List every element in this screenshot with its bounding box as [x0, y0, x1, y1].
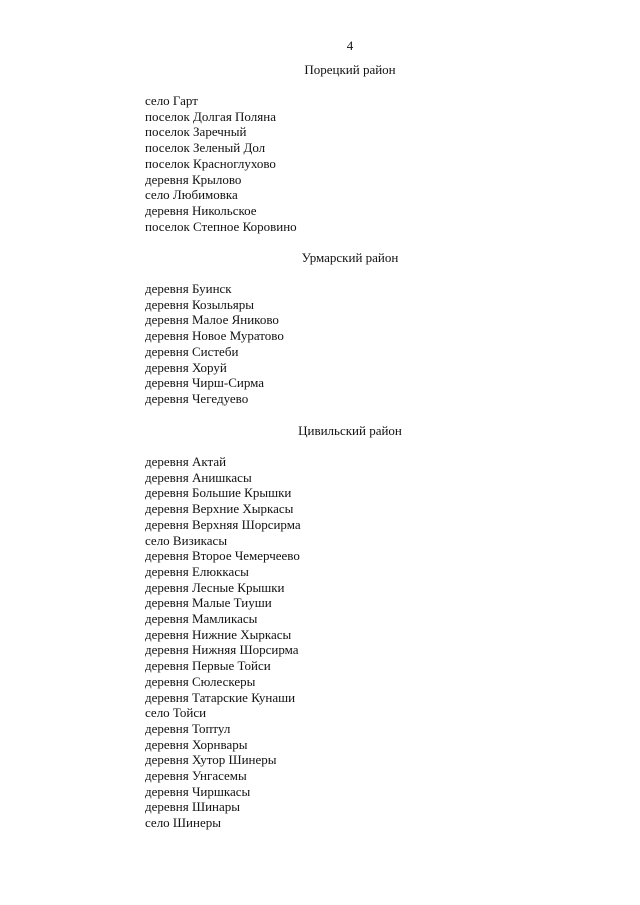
- settlement-item: деревня Шинары: [145, 799, 241, 815]
- settlement-item: деревня Чегедуево: [145, 390, 249, 406]
- settlement-item: деревня Систеби: [145, 343, 239, 359]
- settlement-item: деревня Топтул: [145, 720, 231, 736]
- district-section-tsivilsky: [0, 423, 640, 831]
- settlement-list: [145, 93, 297, 234]
- settlement-item: село Любимовка: [145, 187, 238, 203]
- settlement-item: деревня Елюккасы: [145, 563, 249, 579]
- settlement-item: поселок Долгая Поляна: [145, 108, 276, 124]
- settlement-list: [145, 281, 284, 407]
- settlement-item: деревня Хоруй: [145, 359, 227, 375]
- settlement-item: деревня Буинск: [145, 281, 232, 296]
- settlement-item: село Визикасы: [145, 532, 228, 548]
- settlement-item: деревня Лесные Крышки: [145, 579, 285, 595]
- settlement-item: деревня Нижние Хыркасы: [145, 626, 292, 642]
- settlement-item: село Шинеры: [145, 815, 221, 831]
- settlement-item: деревня Большие Крышки: [145, 485, 292, 501]
- settlement-item: поселок Красноглухово: [145, 155, 276, 171]
- settlement-item: деревня Новое Муратово: [145, 328, 284, 344]
- settlement-item: село Гарт: [145, 93, 198, 108]
- settlement-item: деревня Анишкасы: [145, 469, 252, 485]
- settlement-item: деревня Никольское: [145, 202, 257, 218]
- settlement-item: деревня Хорнвары: [145, 736, 248, 752]
- settlement-item: поселок Заречный: [145, 124, 247, 140]
- district-title: Цивильский район: [298, 423, 402, 438]
- settlement-item: деревня Чиршкасы: [145, 783, 251, 799]
- settlement-item: деревня Верхние Хыркасы: [145, 501, 294, 517]
- district-section-poretsky: [0, 62, 640, 234]
- settlement-item: деревня Первые Тойси: [145, 658, 271, 674]
- settlement-item: поселок Зеленый Дол: [145, 140, 266, 156]
- settlement-item: деревня Сюлескеры: [145, 673, 256, 689]
- settlement-item: село Тойси: [145, 705, 207, 721]
- settlement-item: деревня Актай: [145, 454, 227, 469]
- settlement-item: деревня Унгасемы: [145, 768, 247, 784]
- settlement-item: деревня Хутор Шинеры: [145, 752, 277, 768]
- district-title: Порецкий район: [304, 62, 396, 77]
- district-section-urmarsky: [0, 250, 640, 406]
- settlement-item: поселок Степное Коровино: [145, 218, 297, 234]
- settlement-item: деревня Нижняя Шорсирма: [145, 642, 299, 658]
- settlement-item: деревня Крылово: [145, 171, 242, 187]
- settlement-list: [145, 454, 301, 831]
- page-number: 4: [346, 38, 354, 53]
- settlement-item: деревня Малое Яниково: [145, 312, 279, 328]
- settlement-item: деревня Второе Чемерчеево: [145, 548, 300, 564]
- settlement-item: деревня Мамликасы: [145, 611, 258, 627]
- settlement-item: деревня Верхняя Шорсирма: [145, 516, 301, 532]
- settlement-item: деревня Чирш-Сирма: [145, 375, 265, 391]
- district-title: Урмарский район: [301, 250, 399, 265]
- settlement-item: деревня Козыльяры: [145, 296, 255, 312]
- settlement-item: деревня Татарские Кунаши: [145, 689, 296, 705]
- settlement-item: деревня Малые Тиуши: [145, 595, 272, 611]
